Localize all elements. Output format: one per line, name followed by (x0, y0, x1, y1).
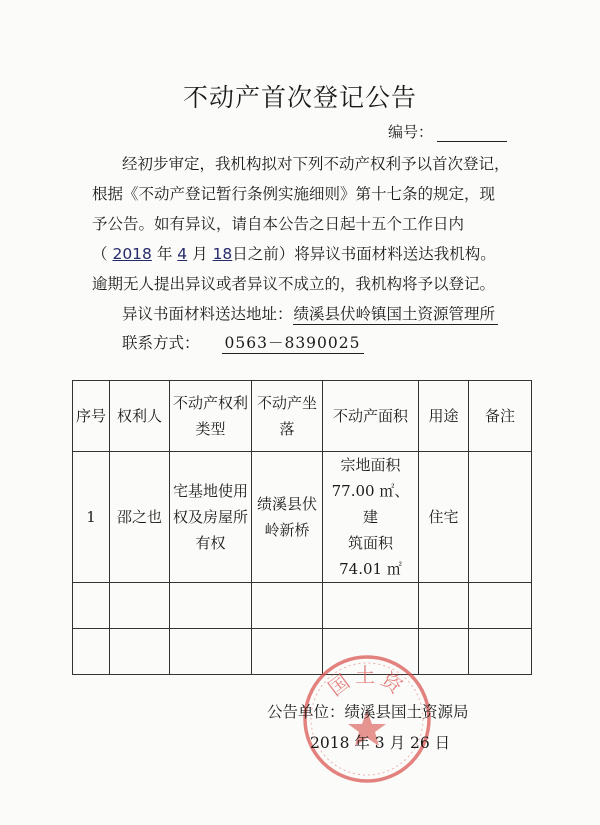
deadline-tail: 日之前）将异议书面材料送达我机构。 (232, 245, 496, 263)
deadline-year: 2018 (112, 245, 152, 263)
table-row-empty (73, 583, 532, 629)
issuer-value: 绩溪县国土资源局 (344, 703, 469, 721)
contact-label: 联系方式： (122, 334, 200, 352)
objection-address (122, 302, 498, 324)
body-line-4 (92, 242, 496, 264)
issuer-label: 公告单位： (267, 703, 345, 721)
serial-label: 编号： (388, 123, 434, 141)
seal-text: 国土资 (323, 663, 411, 701)
address-label: 异议书面材料送达地址： (122, 305, 293, 323)
address-value: 绩溪县伏岭镇国土资源管理所 (293, 305, 499, 325)
paren-open: （ (92, 245, 108, 263)
issuer-unit (267, 700, 469, 722)
header-area: 不动产面积 (323, 381, 419, 452)
deadline-day: 18 (212, 245, 233, 263)
cell-area (323, 452, 419, 583)
svg-text:国土资 (324, 663, 411, 701)
cell-note (469, 452, 532, 583)
deadline-month-unit: 月 (192, 245, 208, 263)
contact-info (122, 331, 364, 354)
table-header-row (73, 381, 532, 452)
cell-location: 绩溪县伏岭新桥 (252, 452, 323, 583)
serial-number-field (388, 121, 507, 142)
body-line-5: 逾期无人提出异议或者异议不成立的，我机构将予以登记。 (92, 275, 496, 293)
area-line-1: 宗地面积 (340, 456, 401, 474)
deadline-month: 4 (177, 245, 188, 263)
area-line-4: 74.01 ㎡ (339, 560, 402, 578)
header-right-type: 不动产权利类型 (170, 381, 252, 452)
header-owner: 权利人 (110, 381, 170, 452)
header-no: 序号 (73, 381, 110, 452)
body-line-1: 经初步审定，我机构拟对下列不动产权利予以首次登记， (122, 155, 510, 173)
header-location: 不动产坐落 (252, 381, 323, 452)
cell-owner: 邵之也 (110, 452, 170, 583)
cell-usage: 住宅 (419, 452, 469, 583)
page-title: 不动产首次登记公告 (182, 83, 417, 112)
area-line-2: 77.00 ㎡、建 (331, 482, 410, 526)
serial-blank-line (437, 127, 507, 142)
body-line-2: 根据《不动产登记暂行条例实施细则》第十七条的规定，现 (92, 185, 496, 203)
body-line-3: 予公告。如有异议，请自本公告之日起十五个工作日内 (92, 215, 465, 233)
cell-right-type: 宅基地使用权及房屋所有权 (170, 452, 252, 583)
cell-no: 1 (73, 452, 110, 583)
header-usage: 用途 (419, 381, 469, 452)
header-note: 备注 (469, 381, 532, 452)
area-line-3: 筑面积 (347, 534, 393, 552)
contact-phone: 0563－8390025 (222, 331, 364, 354)
issue-date: 2018 年 3 月 26 日 (310, 734, 451, 752)
registration-table (72, 380, 532, 675)
table-row (73, 452, 532, 583)
deadline-year-unit: 年 (156, 245, 173, 263)
